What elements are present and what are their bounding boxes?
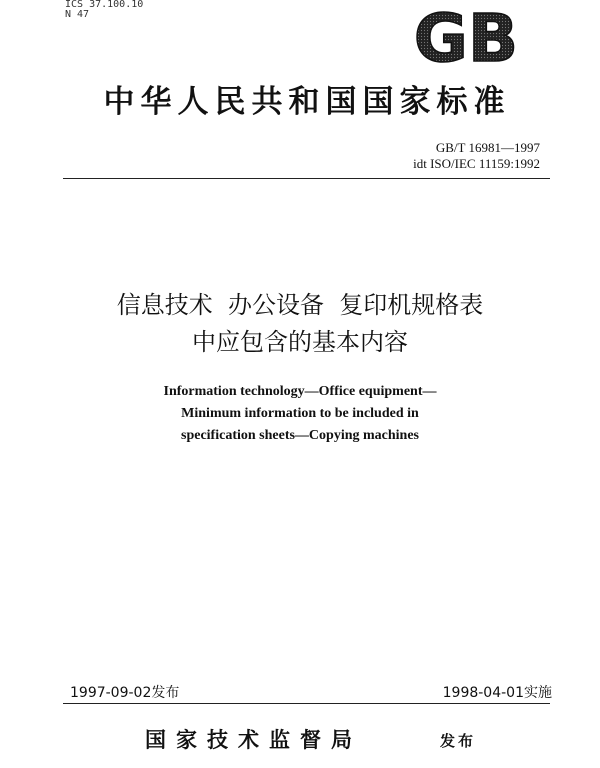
english-title-line-2: Minimum information to be included in bbox=[181, 406, 419, 421]
ccs-code: N 47 bbox=[65, 9, 90, 20]
chinese-title-line-2: 中应包含的基本内容 bbox=[192, 328, 408, 356]
chinese-title-line-1: 信息技术 办公设备 复印机规格表 bbox=[116, 291, 484, 319]
ics-code: ICS 37.100.10 bbox=[65, 0, 144, 10]
standard-equivalence: idt ISO/IEC 11159:1992 bbox=[413, 156, 540, 171]
gb-logo-text: GB bbox=[413, 5, 519, 67]
english-title-line-3: specification sheets—Copying machines bbox=[181, 428, 419, 443]
standard-organization-title: 中华人民共和国国家标准 bbox=[103, 84, 511, 120]
issue-label: 发布 bbox=[440, 732, 477, 750]
implementation-date: 1998-04-01实施 bbox=[442, 685, 552, 701]
issuing-authority: 国家技术监督局 bbox=[145, 727, 362, 752]
english-title-line-1: Information technology—Office equipment— bbox=[163, 384, 437, 399]
header-divider bbox=[63, 178, 550, 179]
issue-date: 1997-09-02发布 bbox=[70, 685, 180, 701]
footer-divider bbox=[63, 703, 550, 704]
standard-code: GB/T 16981—1997 bbox=[435, 140, 540, 155]
gb-logo bbox=[405, 5, 527, 67]
gb-logo-graphic bbox=[405, 5, 527, 67]
